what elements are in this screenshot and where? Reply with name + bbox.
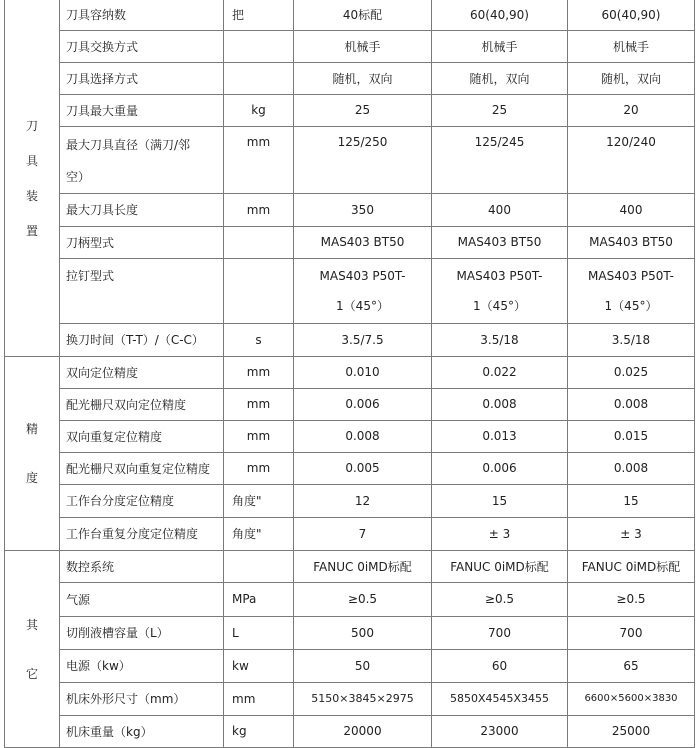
model-1-value: 0.008 <box>294 420 432 452</box>
model-1-value: 40标配 <box>294 0 432 30</box>
param-name: 工作台重复分度定位精度 <box>60 517 224 550</box>
group-label-precision: 精 度 <box>5 356 60 550</box>
model-1-value: 50 <box>294 649 432 682</box>
model-3-value: 400 <box>568 193 695 226</box>
model-2-value: 0.008 <box>432 388 568 420</box>
param-unit <box>224 30 294 62</box>
param-unit <box>224 550 294 582</box>
model-1-value: 0.006 <box>294 388 432 420</box>
param-unit <box>224 62 294 94</box>
param-name: 刀具最大重量 <box>60 94 224 126</box>
group-label-other: 其 它 <box>5 550 60 747</box>
model-3-value: 65 <box>568 649 695 682</box>
param-unit: mm <box>224 388 294 420</box>
model-1-value: 随机，双向 <box>294 62 432 94</box>
param-unit: mm <box>224 420 294 452</box>
model-2-value: 60 <box>432 649 568 682</box>
param-unit: 角度" <box>224 517 294 550</box>
model-2-value: ≥0.5 <box>432 582 568 616</box>
param-name: 刀具选择方式 <box>60 62 224 94</box>
model-3-value: 120/240 <box>568 126 695 193</box>
table-row <box>5 193 695 226</box>
table-row <box>5 226 695 258</box>
model-3-value: 0.015 <box>568 420 695 452</box>
model-1-value: 0.005 <box>294 452 432 484</box>
param-unit: mm <box>224 682 294 715</box>
table-row <box>5 356 695 388</box>
param-name: 切削液槽容量（L） <box>60 616 224 649</box>
model-1-value: 0.010 <box>294 356 432 388</box>
model-3-value: 15 <box>568 484 695 517</box>
model-1-value: FANUC 0iMD标配 <box>294 550 432 582</box>
param-unit: mm <box>224 452 294 484</box>
param-name: 数控系统 <box>60 550 224 582</box>
model-2-value: 0.013 <box>432 420 568 452</box>
param-name: 配光栅尺双向定位精度 <box>60 388 224 420</box>
model-1-value: 5150×3845×2975 <box>294 682 432 715</box>
model-2-value: 0.022 <box>432 356 568 388</box>
model-1-value: 500 <box>294 616 432 649</box>
model-2-value: 随机，双向 <box>432 62 568 94</box>
model-3-value: 6600×5600×3830 <box>568 682 695 715</box>
model-1-value: 125/250 <box>294 126 432 193</box>
model-2-value: 5850X4545X3455 <box>432 682 568 715</box>
param-unit: kw <box>224 649 294 682</box>
model-3-value: 随机，双向 <box>568 62 695 94</box>
model-1-value: MAS403 P50T- 1（45°） <box>294 258 432 323</box>
model-1-value: 3.5/7.5 <box>294 323 432 356</box>
model-2-value: FANUC 0iMD标配 <box>432 550 568 582</box>
table-row <box>5 258 695 323</box>
model-1-value: MAS403 BT50 <box>294 226 432 258</box>
model-3-value: MAS403 BT50 <box>568 226 695 258</box>
param-name: 最大刀具直径（满刀/邻 空） <box>60 126 224 193</box>
model-3-value: ± 3 <box>568 517 695 550</box>
param-name: 刀柄型式 <box>60 226 224 258</box>
table-row <box>5 582 695 616</box>
param-unit: mm <box>224 356 294 388</box>
model-2-value: ± 3 <box>432 517 568 550</box>
model-3-value: 0.008 <box>568 388 695 420</box>
table-row <box>5 388 695 420</box>
model-3-value: 3.5/18 <box>568 323 695 356</box>
param-unit: kg <box>224 94 294 126</box>
param-name: 机床外形尺寸（mm） <box>60 682 224 715</box>
model-3-value: 60(40,90) <box>568 0 695 30</box>
model-3-value: 20 <box>568 94 695 126</box>
model-1-value: 12 <box>294 484 432 517</box>
param-unit <box>224 258 294 323</box>
param-unit: 把 <box>224 0 294 30</box>
table-row <box>5 649 695 682</box>
param-name: 配光栅尺双向重复定位精度 <box>60 452 224 484</box>
model-2-value: 60(40,90) <box>432 0 568 30</box>
table-row <box>5 420 695 452</box>
table-row <box>5 715 695 747</box>
model-1-value: 7 <box>294 517 432 550</box>
model-2-value: MAS403 BT50 <box>432 226 568 258</box>
model-1-value: 25 <box>294 94 432 126</box>
table-row <box>5 484 695 517</box>
table-row <box>5 550 695 582</box>
param-name: 气源 <box>60 582 224 616</box>
param-unit: mm <box>224 126 294 193</box>
table-row <box>5 30 695 62</box>
model-1-value: 350 <box>294 193 432 226</box>
model-3-value: MAS403 P50T- 1（45°） <box>568 258 695 323</box>
param-name: 拉钉型式 <box>60 258 224 323</box>
param-name: 刀具容纳数 <box>60 0 224 30</box>
model-3-value: 0.008 <box>568 452 695 484</box>
table-row <box>5 616 695 649</box>
model-2-value: 0.006 <box>432 452 568 484</box>
param-name: 刀具交换方式 <box>60 30 224 62</box>
model-1-value: ≥0.5 <box>294 582 432 616</box>
model-3-value: 25000 <box>568 715 695 747</box>
param-unit: s <box>224 323 294 356</box>
model-1-value: 20000 <box>294 715 432 747</box>
table-row <box>5 62 695 94</box>
param-unit: kg <box>224 715 294 747</box>
group-label-tool-device: 刀 具 装 置 <box>5 0 60 356</box>
param-unit: 角度" <box>224 484 294 517</box>
param-unit: L <box>224 616 294 649</box>
table-row <box>5 452 695 484</box>
model-3-value: 机械手 <box>568 30 695 62</box>
param-unit: mm <box>224 193 294 226</box>
model-2-value: 15 <box>432 484 568 517</box>
param-unit <box>224 226 294 258</box>
param-name: 机床重量（kg） <box>60 715 224 747</box>
table-row <box>5 94 695 126</box>
table-row <box>5 323 695 356</box>
param-name: 最大刀具长度 <box>60 193 224 226</box>
param-name: 换刀时间（T-T）/（C-C） <box>60 323 224 356</box>
spec-table <box>4 0 695 748</box>
model-3-value: 700 <box>568 616 695 649</box>
model-2-value: 25 <box>432 94 568 126</box>
model-2-value: MAS403 P50T- 1（45°） <box>432 258 568 323</box>
model-2-value: 23000 <box>432 715 568 747</box>
model-3-value: 0.025 <box>568 356 695 388</box>
table-row <box>5 517 695 550</box>
model-2-value: 3.5/18 <box>432 323 568 356</box>
model-3-value: ≥0.5 <box>568 582 695 616</box>
param-name: 电源（kw） <box>60 649 224 682</box>
model-2-value: 机械手 <box>432 30 568 62</box>
model-2-value: 400 <box>432 193 568 226</box>
table-row <box>5 0 695 30</box>
param-name: 双向重复定位精度 <box>60 420 224 452</box>
model-2-value: 700 <box>432 616 568 649</box>
param-name: 工作台分度定位精度 <box>60 484 224 517</box>
param-unit: MPa <box>224 582 294 616</box>
table-row <box>5 126 695 193</box>
model-1-value: 机械手 <box>294 30 432 62</box>
model-2-value: 125/245 <box>432 126 568 193</box>
param-name: 双向定位精度 <box>60 356 224 388</box>
table-row <box>5 682 695 715</box>
model-3-value: FANUC 0iMD标配 <box>568 550 695 582</box>
